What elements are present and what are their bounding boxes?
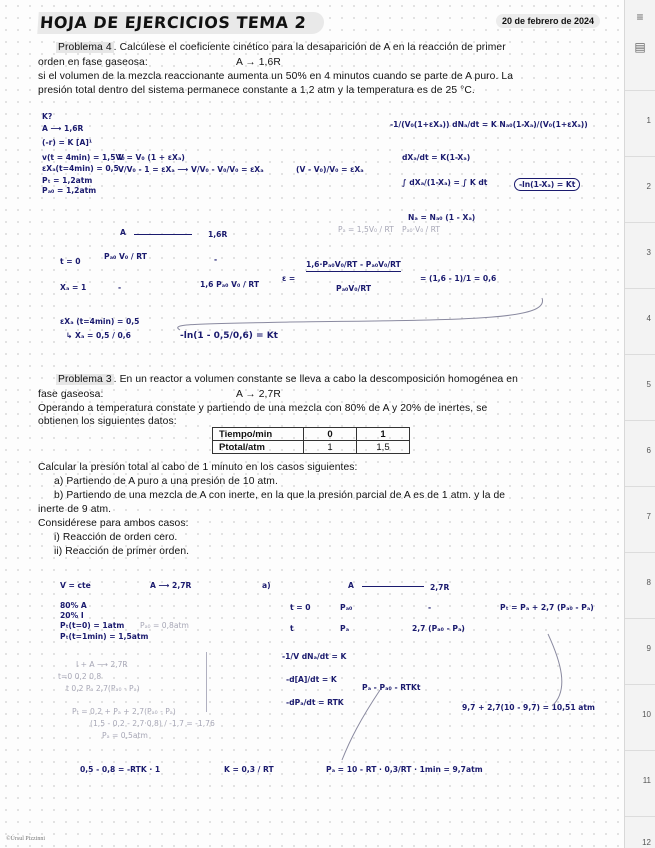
hw-volume: v(t = 4min) = 1,5V₀ (42, 153, 125, 162)
hw-rate: (-r) = K [A]¹ (42, 138, 93, 147)
table-row (213, 441, 410, 454)
index-rail (624, 0, 655, 848)
hw3-m3f: Pₐ₀ = 0,8atm (140, 621, 189, 630)
hw-kin1: -1/(V₀(1+εXₐ)) dNₐ/dt = K Nₐ₀(1-Xₐ)/(V₀(1+εXₐ)) (390, 120, 588, 129)
tab-divider (625, 816, 655, 817)
hw-t0a: Pₐ₀ V₀ / RT (104, 252, 147, 261)
hw3-a: a) (262, 581, 271, 590)
hw-pa0: Pₐ₀ = 1,2atm (42, 186, 97, 195)
hw-kin3: ∫ dXₐ/(1-Xₐ) = ∫ K dt (402, 178, 488, 187)
page-title: HOJA DE EJERCICIOS TEMA 2 (37, 12, 325, 34)
problem3-q1: Calcular la presión total al cabo de 1 minuto en los casos siguientes: (38, 462, 358, 473)
problem4-line1: Problema 4 . Calcúlese el coeficiente cinético para la desaparición de A en la reacción de primer (58, 42, 506, 53)
table-cell: 1,5 (357, 441, 410, 454)
hw-tab-a: A (120, 228, 126, 237)
connector-curve (150, 250, 570, 340)
hw3-e1: 0,5 - 0,8 = -RTK · 1 (80, 765, 161, 774)
problem3-qa: a) Partiendo de A puro a una presión de 10 atm. (54, 476, 278, 487)
hw3-f4: Pₜ = 0,2 + Pₐ + 2,7(Pₐ₀ - Pₐ) (72, 707, 176, 716)
tab-7[interactable]: 7 (646, 512, 651, 521)
hw3-e2: K = 0,3 / RT (224, 765, 274, 774)
hw3-e3: Pₐ = 10 - RT · 0,3/RT · 1min = 9,7atm (326, 765, 483, 774)
hw-v-eq: V = V₀ (1 + εXₐ) (118, 153, 185, 162)
problem3-qi: i) Reacción de orden cero. (54, 532, 178, 543)
tab-11[interactable]: 11 (642, 776, 651, 785)
hw-eps-den: Pₐ₀V₀/RT (336, 284, 372, 293)
notebook-icon[interactable]: ▤ (634, 40, 646, 54)
problem3-line3: Operando a temperatura constate y partiendo de una mezcla con 80% de A y 20% de inertes, se (38, 403, 488, 414)
problem3-qb2: inerte de 9 atm. (38, 504, 112, 515)
table-row (213, 428, 410, 441)
hw-final: -ln(1 - 0,5/0,6) = Kt (180, 331, 278, 341)
hw-na: Nₐ = Nₐ₀ (1 - Xₐ) (408, 213, 476, 222)
problem4-line4: presión total dentro del sistema permanece constante a 1,2 atm y la temperatura es de 25 °C. (38, 85, 475, 96)
table-cell: 1 (304, 441, 357, 454)
tab-10[interactable]: 10 (642, 710, 651, 719)
hw-pt: Pₜ = 1,2atm (42, 176, 93, 185)
hw-question: K? (42, 112, 53, 121)
hw3-f1: I + A ⟶ 2,7R (76, 660, 128, 669)
table-header-cell: 0 (304, 428, 357, 441)
hw3-m1: 80% A (60, 601, 87, 610)
tab-divider (625, 354, 655, 355)
tab-8[interactable]: 8 (646, 578, 651, 587)
footer-credit: ©Úrsul Pizzinni (6, 836, 46, 842)
tab-6[interactable]: 6 (646, 446, 651, 455)
tab-divider (625, 420, 655, 421)
table-header-cell: Tiempo/min (213, 428, 304, 441)
hw3-tr2: 2,7 (Pₐ₀ - Pₐ) (412, 624, 465, 633)
hw-faint1: Pₐ = 1,5V₀ / RT (338, 225, 394, 234)
hw3-f5: (1,5 - 0,2 - 2,7·0,8) / -1,7 = -1,76 (90, 719, 215, 728)
problem4-line2: orden en fase gaseosa: (38, 57, 148, 68)
hw3-f6: Pₐ = 0,5atm (102, 731, 148, 740)
tab-divider (625, 90, 655, 91)
table-cell: Ptotal/atm (213, 441, 304, 454)
hw-kin2: dXₐ/dt = K(1-Xₐ) (402, 153, 471, 162)
hw-ex1: εXₐ (t=4min) = 0,5 (60, 317, 140, 326)
hw3-r: A ⟶ 2,7R (150, 581, 192, 590)
table-header-cell: 1 (357, 428, 410, 441)
hw-exa: εXₐ(t=4min) = 0,5 (42, 164, 119, 173)
hw-faint2: Pₐ₀·V₀ / RT (402, 225, 440, 234)
connector-curve (320, 630, 580, 770)
hw-ex2: ↳ Xₐ = 0,5 / 0,6 (66, 331, 131, 340)
arrow-line (134, 234, 192, 235)
hw-xa1r: 1,6 Pₐ₀ V₀ / RT (200, 280, 260, 289)
tab-divider (625, 222, 655, 223)
problem3-line4: obtienen los siguientes datos: (38, 416, 177, 427)
hw3-calc: 9,7 + 2,7(10 - 9,7) = 10,51 atm (462, 703, 595, 712)
hw3-f3: t 0,2 Pₐ 2,7(Pₐ₀ - Pₐ) (66, 684, 140, 693)
problem4-label: Problema 4 (58, 42, 112, 53)
tab-1[interactable]: 1 (646, 116, 651, 125)
hw-eps-num: 1,6·Pₐ₀V₀/RT - Pₐ₀V₀/RT (306, 260, 401, 272)
tab-5[interactable]: 5 (646, 380, 651, 389)
tab-2[interactable]: 2 (646, 182, 651, 191)
tab-12[interactable]: 12 (642, 838, 651, 847)
hw-v-eq3: (V - V₀)/V₀ = εXₐ (296, 165, 364, 174)
menu-icon[interactable]: ≡ (636, 10, 644, 24)
problem3-line1: Problema 3 . En un reactor a volumen constante se lleva a cabo la descomposición homogénea en (58, 374, 518, 385)
divider (206, 652, 207, 712)
hw-tab-r: 1,6R (208, 230, 228, 239)
problem4-line3: si el volumen de la mezcla reaccionante aumenta un 50% en 4 minutos cuando se parte de A puro. La (38, 71, 514, 82)
hw-eps-result: = (1,6 - 1)/1 = 0,6 (420, 274, 497, 283)
tab-divider (625, 750, 655, 751)
problem4-reaction: A → 1,6R (236, 57, 281, 68)
tab-divider (625, 684, 655, 685)
hw-eps-label: ε = (282, 274, 296, 283)
hw3-ta: A (348, 581, 354, 590)
hw3-tr: 2,7R (430, 583, 450, 592)
hw3-t: t (290, 624, 294, 633)
hw3-pt: Pₜ = Pₐ + 2,7 (Pₐ₀ - Pₐ) (500, 603, 594, 612)
problem3-line2: fase gaseosa: (38, 389, 104, 400)
tab-4[interactable]: 4 (646, 314, 651, 323)
hw3-d2: -d[A]/dt = K (286, 675, 337, 684)
tab-divider (625, 486, 655, 487)
problem3-reaction: A → 2,7R (236, 389, 281, 400)
problem3-qii: ii) Reacción de primer orden. (54, 546, 190, 557)
hw3-t0a: Pₐ₀ (340, 603, 353, 612)
problem3-qb1: b) Partiendo de una mezcla de A con inerte, en la que la presión parcial de A es de 1 atm. y la de (54, 490, 506, 501)
tab-3[interactable]: 3 (646, 248, 651, 257)
hw3-m4: Pₜ(t=1min) = 1,5atm (60, 632, 149, 641)
arrow-line (362, 586, 424, 587)
tab-divider (625, 552, 655, 553)
hw-t0: t = 0 (60, 257, 81, 266)
problem3-label: Problema 3 (58, 374, 112, 385)
date-label: 20 de febrero de 2024 (496, 14, 600, 28)
hw-xa1a: - (118, 283, 122, 292)
hw-t0r: - (214, 255, 218, 264)
tab-divider (625, 618, 655, 619)
tab-divider (625, 156, 655, 157)
hw3-t0r: - (428, 603, 432, 612)
hw3-d4: Pₐ - Pₐ₀ - RTKt (362, 683, 421, 692)
data-table (212, 427, 410, 454)
tab-divider (625, 288, 655, 289)
hw3-f2: t=0 0,2 0,8 (58, 672, 102, 681)
hw3-ta2: Pₐ (340, 624, 350, 633)
hw3-d1: -1/V dNₐ/dt = K (282, 652, 347, 661)
problem3-q2: Considérese para ambos casos: (38, 518, 189, 529)
hw3-m3: Pₜ(t=0) = 1atm (60, 621, 125, 630)
hw3-d3: -dPₐ/dt = RTK (286, 698, 344, 707)
hw-reaction: A ⟶ 1,6R (42, 124, 84, 133)
hw3-m2: 20% I (60, 611, 84, 620)
hw-kin4: -ln(1-Xₐ) = Kt (514, 178, 580, 191)
hw3-t0: t = 0 (290, 603, 311, 612)
tab-9[interactable]: 9 (646, 644, 651, 653)
hw-xa1: Xₐ = 1 (60, 283, 87, 292)
hw3-v: V = cte (60, 581, 91, 590)
hw-v-eq2: V/V₀ - 1 = εXₐ ⟶ V/V₀ - V₀/V₀ = εXₐ (118, 165, 264, 174)
